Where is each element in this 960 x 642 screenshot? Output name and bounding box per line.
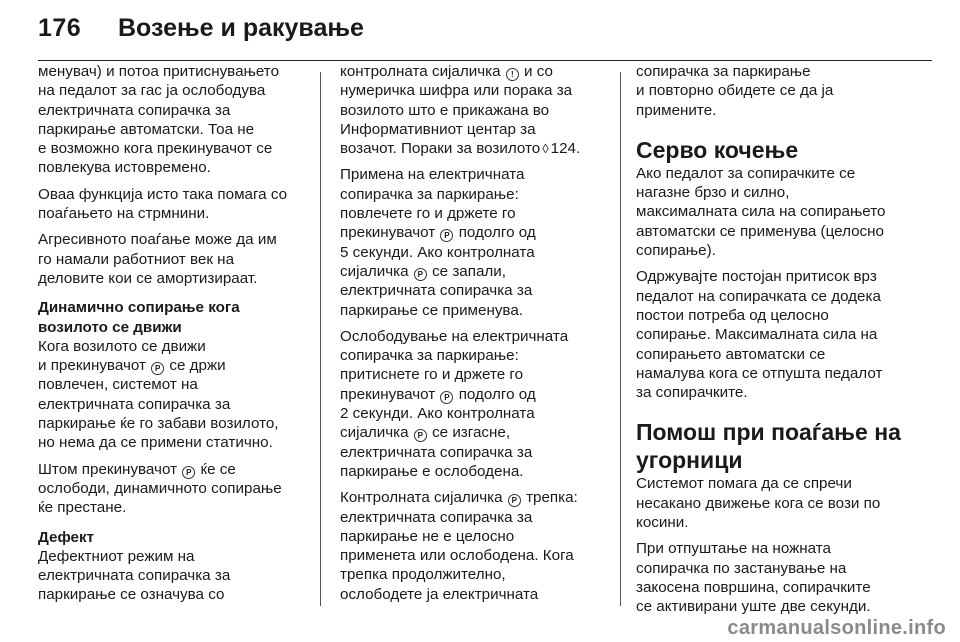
text-line: деловите кои се амортизираат. — [38, 269, 258, 287]
paragraph — [38, 547, 306, 605]
text-line: паркирање се означува со — [38, 586, 225, 604]
text-line: возилото што е прикажана во — [340, 101, 550, 119]
paragraph — [38, 460, 306, 518]
watermark: carmanualsonline.info — [727, 617, 946, 639]
text-fragment: се запали, — [432, 262, 506, 280]
text-line: сопирање). — [636, 242, 716, 260]
text-fragment: се држи — [169, 357, 226, 375]
parking-brake-switch-icon: P — [440, 229, 453, 242]
text-line: автоматски се применува (целосно — [636, 222, 884, 240]
text-line: повлекува истовремено. — [38, 159, 211, 177]
text-line: притиснете го и држете го — [340, 366, 524, 384]
text-line: сопирање. Максималната сила на — [636, 326, 878, 344]
heading-hill-start-assist — [636, 418, 926, 474]
text-line: косини. — [636, 514, 689, 532]
text-line: Системот помага да се спречи — [636, 475, 852, 493]
text-line: сопирачка за паркирање: — [340, 347, 519, 365]
text-line: трепка продолжително, — [340, 566, 506, 584]
text-line: сопирачка за паркирање — [636, 63, 811, 80]
text-line: Ако педалот за сопирачките се — [636, 164, 856, 182]
text-line — [38, 356, 306, 375]
text-line: педалот на сопирачката се додека — [636, 287, 881, 305]
text-line: се активирани уште две секунди. — [636, 598, 871, 616]
text-line: Дефектниот режим на — [38, 547, 195, 565]
page-reference: 124. — [550, 140, 581, 158]
paragraph — [636, 539, 926, 616]
text-line: електричната сопирачка за — [340, 508, 533, 526]
paragraph — [38, 185, 306, 224]
text-line: паркирање се применува. — [340, 301, 523, 319]
text-line: нумеричка шифра или порака за — [340, 82, 573, 100]
text-line: го намали работниот век на — [38, 250, 235, 268]
heading-servo-braking: Серво кочење — [636, 136, 799, 163]
text-fragment: возачот. Пораки за возилото — [340, 140, 541, 158]
heading-line: угорници — [636, 447, 743, 474]
text-line — [340, 262, 608, 281]
text-line — [340, 488, 608, 507]
text-line: менувач) и потоа притиснувањето — [38, 63, 280, 80]
text-line: 5 секунди. Ако контролната — [340, 243, 535, 261]
text-line: несакано движење кога се вози по — [636, 494, 881, 512]
text-line: паркирање е ослободена. — [340, 462, 524, 480]
paragraph — [636, 164, 926, 260]
text-line: При отпуштање на ножната — [636, 540, 831, 558]
column-1 — [38, 62, 306, 642]
text-line: Примена на електричната — [340, 166, 525, 184]
paragraph — [340, 488, 608, 604]
text-line: повлечен, системот на — [38, 376, 198, 394]
header-rule — [38, 60, 932, 61]
text-line: паркирање ќе го забави возилото, — [38, 415, 279, 433]
text-fragment: и со — [524, 63, 553, 80]
text-fragment: прекинувачот — [340, 385, 436, 403]
text-fragment: Штом прекинувачот — [38, 460, 178, 478]
brake-warning-icon: ! — [506, 68, 519, 81]
text-line — [340, 223, 608, 242]
text-line: електричната сопирачка за — [38, 567, 231, 585]
text-fragment: подолго од — [458, 224, 536, 242]
text-line: паркирање автоматски. Тоа не — [38, 120, 255, 138]
text-fragment: контролната сијаличка — [340, 63, 501, 80]
page-reference-icon: ◊ — [542, 141, 549, 157]
text-fragment: се изгасне, — [432, 424, 511, 442]
paragraph — [636, 474, 926, 532]
text-fragment: сијаличка — [340, 262, 409, 280]
heading-line: возилото се движи — [38, 318, 182, 336]
text-line: ќе престане. — [38, 499, 127, 517]
text-line — [340, 62, 608, 81]
text-line: намалува кога се отпушта педалот — [636, 364, 883, 382]
text-line: 2 секунди. Ако контролната — [340, 405, 535, 423]
text-line: електричната сопирачка за — [340, 443, 533, 461]
text-line: сопирањето автоматски се — [636, 345, 826, 363]
text-line: Оваа функција исто така помага со — [38, 185, 288, 203]
paragraph — [340, 62, 608, 158]
parking-brake-lamp-icon: P — [508, 494, 521, 507]
paragraph — [38, 230, 306, 288]
text-line: Информативниот центар за — [340, 120, 536, 138]
paragraph — [636, 267, 926, 402]
text-line: паркирање не е целосно — [340, 527, 515, 545]
column-2 — [340, 62, 608, 642]
text-line: ослободи, динамичното сопирање — [38, 479, 282, 497]
text-line — [340, 423, 608, 442]
text-line: за сопирачките. — [636, 384, 748, 402]
text-line — [340, 139, 608, 158]
paragraph — [340, 327, 608, 481]
text-fragment: подолго од — [458, 385, 536, 403]
parking-brake-lamp-icon: P — [414, 429, 427, 442]
text-line: електричната сопирачка за — [38, 395, 231, 413]
text-fragment: и прекинувачот — [38, 357, 146, 375]
text-line: примените. — [636, 101, 717, 119]
text-line: сопирачка за паркирање: — [340, 185, 519, 203]
paragraph — [636, 62, 926, 120]
paragraph — [38, 337, 306, 453]
page-title: Возење и ракување — [118, 14, 364, 42]
parking-brake-switch-icon: P — [151, 362, 164, 375]
text-line: поаѓањето на стрмнини. — [38, 205, 210, 223]
subheading-dynamic-braking — [38, 298, 306, 337]
text-fragment: трепка: — [526, 489, 578, 507]
text-fragment: ќе се — [200, 460, 236, 478]
text-line: постои потреба од целосно — [636, 306, 829, 324]
text-line: на педалот за гас ја ослободува — [38, 82, 266, 100]
text-line: повлечете го и држете го — [340, 205, 516, 223]
column-divider-1 — [320, 72, 321, 606]
text-line: максималната сила на сопирањето — [636, 203, 886, 221]
text-line: е возможно кога прекинувачот се — [38, 140, 273, 158]
text-line — [38, 460, 306, 479]
text-line: Кога возилото се движи — [38, 337, 206, 355]
text-line: Агресивното поаѓање може да им — [38, 231, 277, 249]
text-line: применета или ослободена. Кога — [340, 547, 574, 565]
column-divider-2 — [620, 72, 621, 606]
parking-brake-switch-icon: P — [182, 466, 195, 479]
column-3 — [636, 62, 926, 642]
text-line — [340, 385, 608, 404]
text-line: Одржувајте постојан притисок врз — [636, 268, 877, 286]
page-number: 176 — [38, 14, 82, 42]
paragraph — [340, 165, 608, 319]
text-line: Ослободување на електричната — [340, 327, 569, 345]
text-line: нагазне брзо и силно, — [636, 184, 790, 202]
text-line: но нема да се примени статично. — [38, 434, 273, 452]
text-fragment: прекинувачот — [340, 224, 436, 242]
text-fragment: сијаличка — [340, 424, 409, 442]
text-line: ослободете ја електричната — [340, 585, 539, 603]
paragraph — [38, 62, 306, 178]
text-line: електричната сопирачка за — [38, 101, 231, 119]
text-line: електричната сопирачка за — [340, 282, 533, 300]
parking-brake-lamp-icon: P — [414, 268, 427, 281]
subheading-fault: Дефект — [38, 528, 95, 546]
heading-line: Динамично сопирање кога — [38, 299, 240, 317]
text-line: и повторно обидете се да ја — [636, 82, 834, 100]
text-line: сопирачка по застанување на — [636, 559, 847, 577]
parking-brake-switch-icon: P — [440, 391, 453, 404]
text-line: закосена површина, сопирачките — [636, 578, 871, 596]
text-fragment: Контролната сијаличка — [340, 489, 503, 507]
heading-line: Помош при поаѓање на — [636, 419, 901, 446]
